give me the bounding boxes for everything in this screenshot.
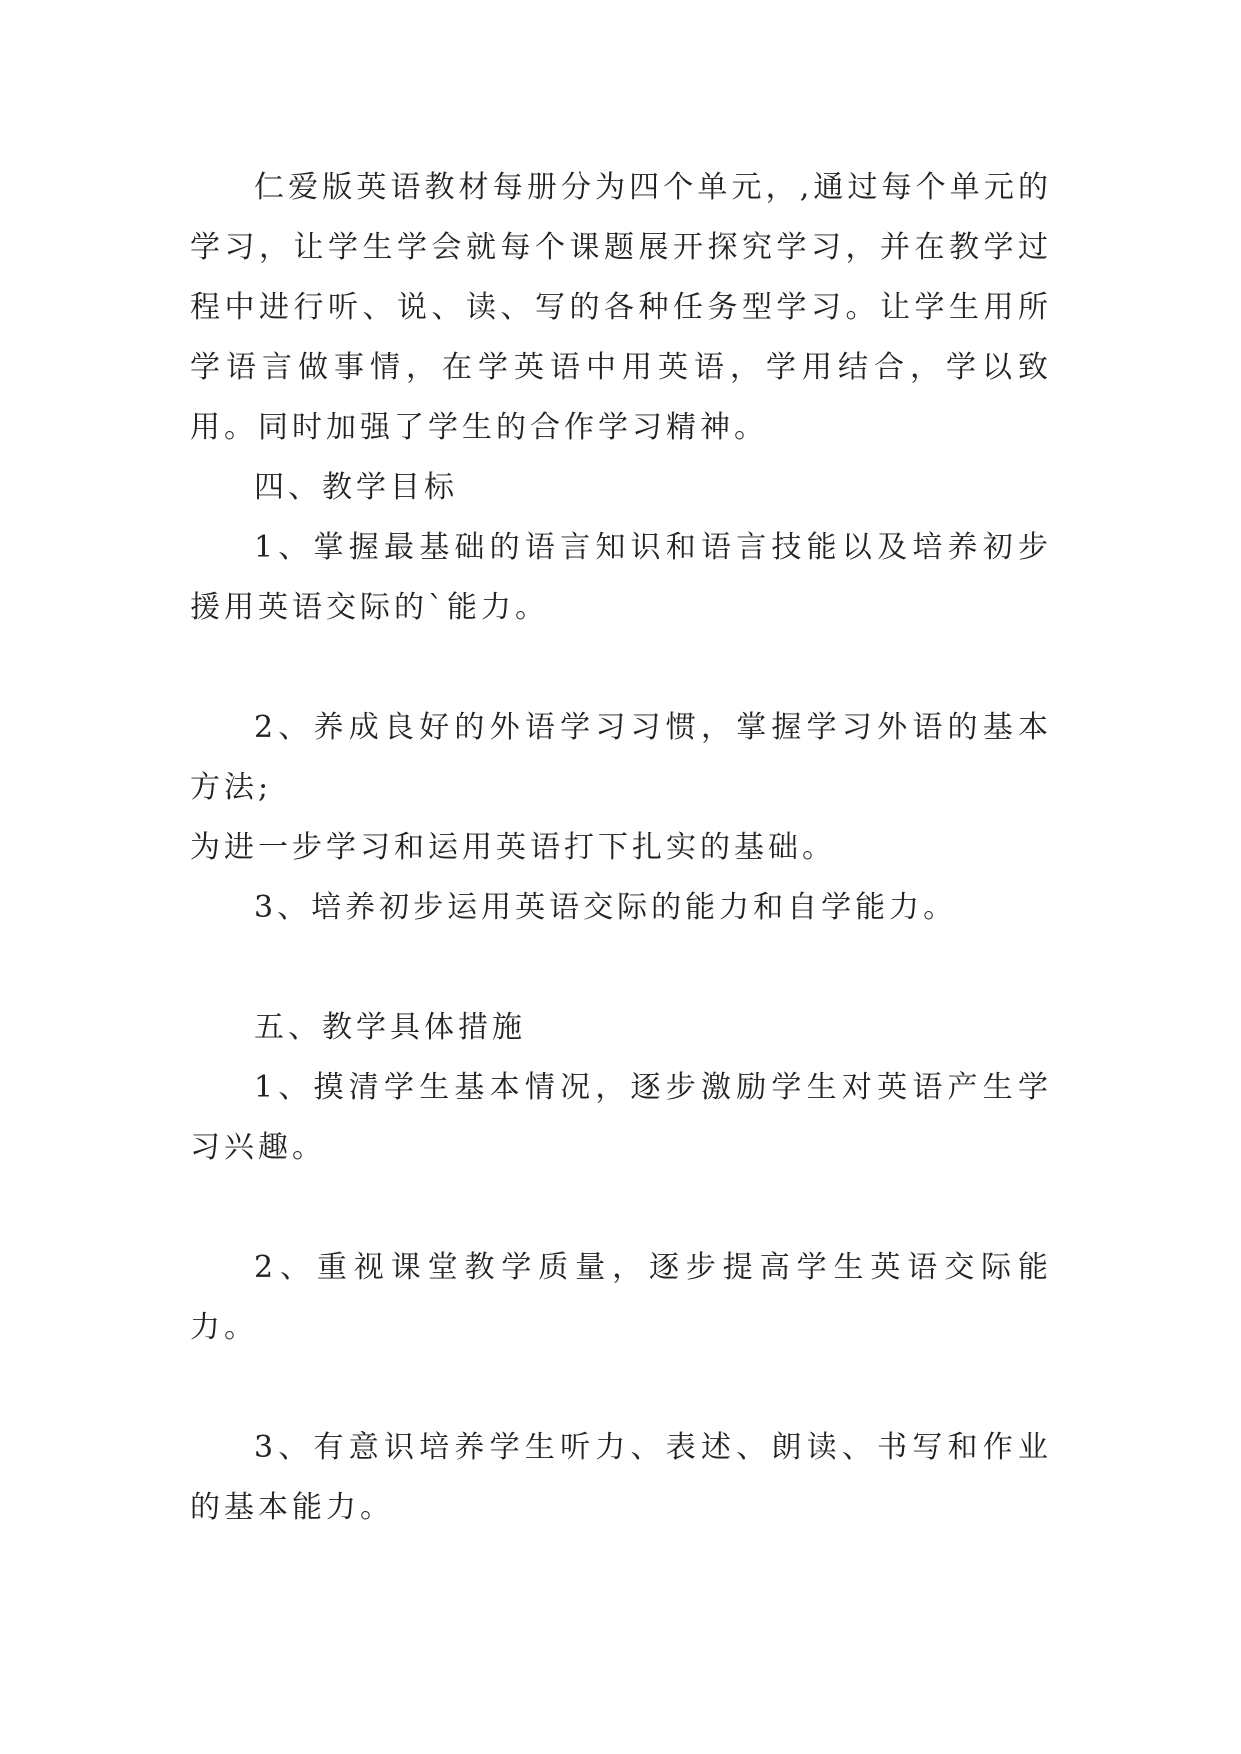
measure-item-1: 1、摸清学生基本情况，逐步激励学生对英语产生学习兴趣。 xyxy=(190,1070,1052,1165)
paragraph-textbook-intro: 仁爱版英语教材每册分为四个单元，,通过每个单元的学习，让学生学会就每个课题展开探究学习，并在教学过程中进行听、说、读、写的各种任务型学习。让学生用所学语言做事情，在学英语中用英语，学用结合，学以致用。同时加强了学生的合作学习精神。 xyxy=(190,170,1052,445)
heading-teaching-goals: 四、教学目标 xyxy=(254,470,458,505)
goal-item-2: 2、养成良好的外语学习习惯，掌握学习外语的基本方法; xyxy=(190,710,1052,805)
heading-teaching-measures: 五、教学具体措施 xyxy=(254,1010,526,1045)
measure-item-2: 2、重视课堂教学质量，逐步提高学生英语交际能力。 xyxy=(190,1250,1052,1345)
document-body xyxy=(190,158,1052,1538)
measure-item-3: 3、有意识培养学生听力、表述、朗读、书写和作业的基本能力。 xyxy=(190,1430,1052,1525)
goal-item-3: 3、培养初步运用英语交际的能力和自学能力。 xyxy=(254,890,958,925)
goal-item-2-continued: 为进一步学习和运用英语打下扎实的基础。 xyxy=(190,830,836,865)
goal-item-1: 1、掌握最基础的语言知识和语言技能以及培养初步援用英语交际的`能力。 xyxy=(190,530,1052,625)
